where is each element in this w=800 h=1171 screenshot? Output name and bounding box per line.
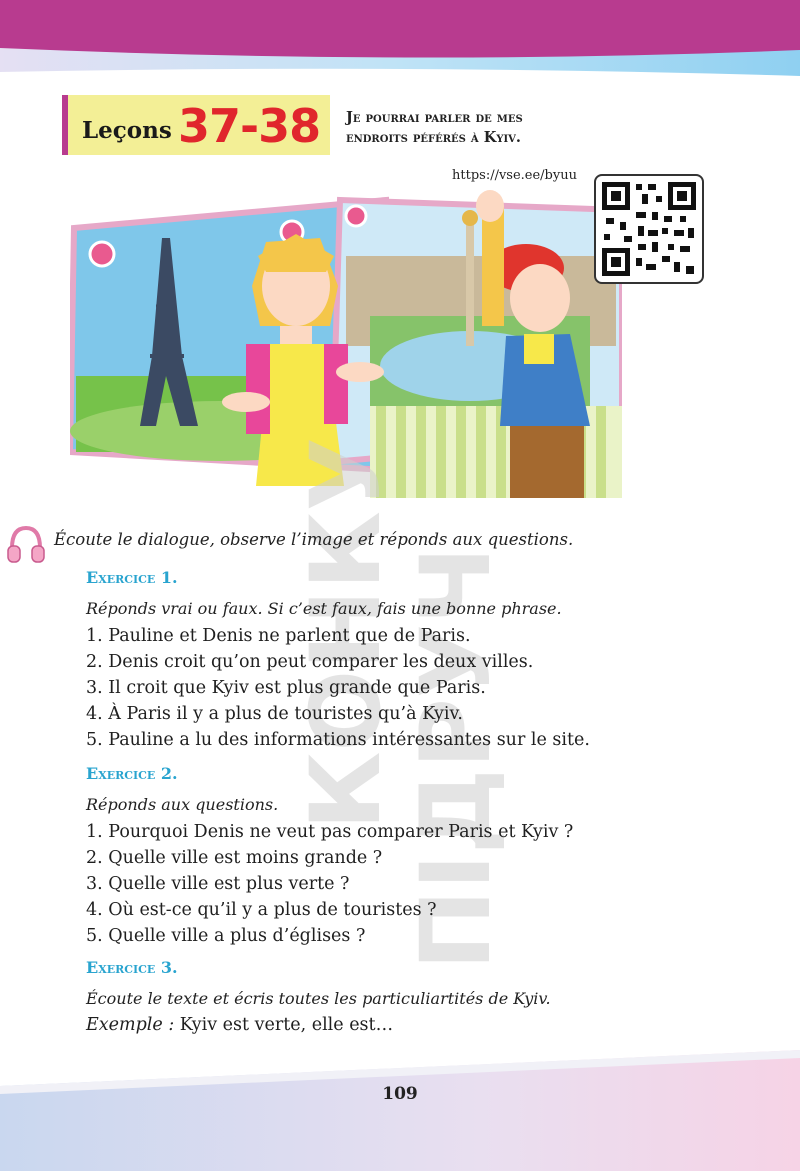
exercise-2-item-4: 4. Où est-ce qu’il y a plus de touristes ? xyxy=(86,900,437,920)
exercise-2-title: Exercice 2. xyxy=(86,764,178,783)
exercise-3-subtitle: Écoute le texte et écris toutes les particuliartités de Kyiv. xyxy=(86,989,551,1008)
qr-url[interactable]: https://vse.ee/byuu xyxy=(452,168,577,183)
qr-code-icon xyxy=(602,182,696,276)
audio-instruction: Écoute le dialogue, observe l’image et réponds aux questions. xyxy=(54,530,574,549)
exercise-2-item-2: 2. Quelle ville est moins grande ? xyxy=(86,848,383,868)
exercise-2-subtitle: Réponds aux questions. xyxy=(86,795,279,814)
exercise-1-item-5: 5. Pauline a lu des informations intéressantes sur le site. xyxy=(86,730,590,750)
headphones-icon[interactable] xyxy=(6,522,46,566)
exercise-2-item-5: 5. Quelle ville a plus d’églises ? xyxy=(86,926,366,946)
exercise-1-item-4: 4. À Paris il y a plus de touristes qu’à Kyiv. xyxy=(86,704,463,724)
exercise-1-title: Exercice 1. xyxy=(86,568,178,587)
lesson-badge xyxy=(62,95,330,155)
watermark-left: КОНКУ xyxy=(290,437,402,830)
bottom-wave xyxy=(0,1050,800,1171)
exercise-1-item-3: 3. Il croit que Kyiv est plus grande que Paris. xyxy=(86,678,486,698)
exercise-1-subtitle: Réponds vrai ou faux. Si c’est faux, fais une bonne phrase. xyxy=(86,599,562,618)
watermark-right: ПІДРУЧ xyxy=(400,546,512,970)
lesson-word: Leçons xyxy=(82,117,172,144)
exercise-1-item-1: 1. Pauline et Denis ne parlent que de Paris. xyxy=(86,626,471,646)
example-text: Kyiv est verte, elle est… xyxy=(174,1015,394,1035)
exercise-3-title: Exercice 3. xyxy=(86,958,178,977)
example-label: Exemple : xyxy=(86,1015,175,1035)
lesson-title-line-2: endroits péférés à Kyiv. xyxy=(346,129,521,146)
exercise-2-item-3: 3. Quelle ville est plus verte ? xyxy=(86,874,350,894)
exercise-3-example xyxy=(86,1013,393,1037)
lesson-number: 37-38 xyxy=(178,99,321,153)
exercise-1-item-2: 2. Denis croit qu’on peut comparer les deux villes. xyxy=(86,652,534,672)
page-number: 109 xyxy=(382,1084,418,1104)
lesson-title-line-1: Je pourrai parler de mes xyxy=(346,109,523,126)
qr-code[interactable] xyxy=(594,174,704,284)
lesson-title xyxy=(346,108,666,148)
exercise-2-item-1: 1. Pourquoi Denis ne veut pas comparer Paris et Kyiv ? xyxy=(86,822,574,842)
